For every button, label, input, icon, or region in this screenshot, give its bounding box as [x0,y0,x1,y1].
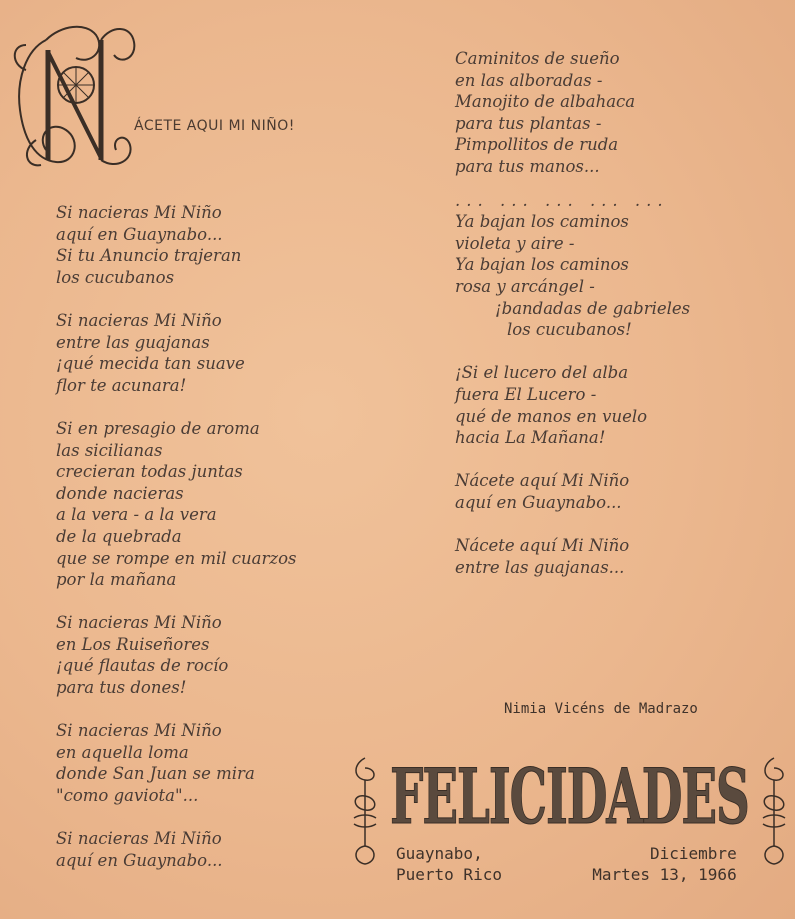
poem-line: violeta y aire - [455,233,575,253]
poem-title: ÁCETE AQUI MI NIÑO! [134,118,295,134]
poem-line: que se rompe en mil cuarzos [56,548,297,568]
date-month: Diciembre [650,844,737,863]
poem-line: crecieran todas juntas [56,462,243,482]
ellipsis-divider: ... ... ... ... ... [455,190,669,210]
poem-line: para tus dones! [56,678,187,698]
stanza [455,362,690,448]
stanza [56,720,296,806]
poem-line: ¡qué mecida tan suave [56,354,245,374]
poem-line: ¡bandadas de gabrieles [495,298,691,318]
poem-line: flor te acunara! [56,375,187,395]
felicidades-heading: FELICIDADES [390,752,749,841]
stanza [56,828,296,871]
place-city: Guaynabo, [396,844,483,863]
poem-line: los cucubanos [56,267,175,287]
poem-line: de la quebrada [56,526,182,546]
poem-line: Si nacieras Mi Niño [56,310,222,330]
poem-line: aquí en Guaynabo... [56,224,223,244]
poem-line: en aquella loma [56,742,189,762]
stanza [455,211,690,341]
flourish-right-icon [757,756,791,866]
poem-line: Ya bajan los caminos [455,212,629,232]
poem-line: qué de manos en vuelo [455,406,648,426]
poem-line: entre las guajanas... [455,557,625,577]
poem-line: Si nacieras Mi Niño [56,203,222,222]
poem-line: Caminitos de sueño [455,49,620,68]
poem-line: Ya bajan los caminos [455,255,629,275]
poem-line: las sicilianas [56,440,163,460]
poem-line: Si tu Anuncio trajeran [56,246,242,266]
poem-line: ¡qué flautas de rocío [56,656,229,676]
poem-line: "como gaviota"... [56,786,199,806]
place-block [396,843,502,885]
poem-line: ¡Si el lucero del alba [455,363,629,383]
stanza [455,48,690,178]
poem-line: por la mañana [56,570,177,590]
poem-line: rosa y arcángel - [455,276,595,296]
poem-line: para tus manos... [455,156,600,176]
poem-line: Si nacieras Mi Niño [56,829,222,849]
flourish-left-icon [348,756,382,866]
poem-line: Nácete aquí Mi Niño [455,536,630,556]
stanza [56,202,296,288]
place-country: Puerto Rico [396,865,502,884]
poem-line: para tus plantas - [455,113,602,133]
poem-line: Si en presagio de aroma [56,418,260,438]
poem-line: Pimpollitos de ruda [455,135,619,155]
poem-line: en las alboradas - [455,70,603,90]
poem-line: Si nacieras Mi Niño [56,613,222,633]
poem-left-column [56,202,296,893]
poem-line: aquí en Guaynabo... [56,850,223,870]
ornate-initial-n [6,10,140,175]
poem-line: los cucubanos! [507,320,632,340]
poem-right-column [455,48,690,600]
poem-line: Manojito de albahaca [455,92,636,112]
stanza [56,418,296,591]
poem-line: donde San Juan se mira [56,764,255,784]
stanza [455,470,690,513]
poem-line: Nácete aquí Mi Niño [455,471,630,491]
poem-line: aquí en Guaynabo... [455,492,622,512]
poem-line: a la vera - a la vera [56,505,217,525]
stanza [56,612,296,698]
poem-line: donde nacieras [56,483,184,503]
date-block [588,843,737,885]
stanza [455,535,690,578]
stanza [56,310,296,396]
poem-line: entre las guajanas [56,332,210,352]
author-signature: Nimia Vicéns de Madrazo [504,701,698,717]
poem-line: en Los Ruiseñores [56,634,210,654]
date-full: Martes 13, 1966 [592,865,737,884]
poem-line: hacia La Mañana! [455,428,606,448]
poem-line: Si nacieras Mi Niño [56,721,222,741]
poem-line: fuera El Lucero - [455,384,597,404]
